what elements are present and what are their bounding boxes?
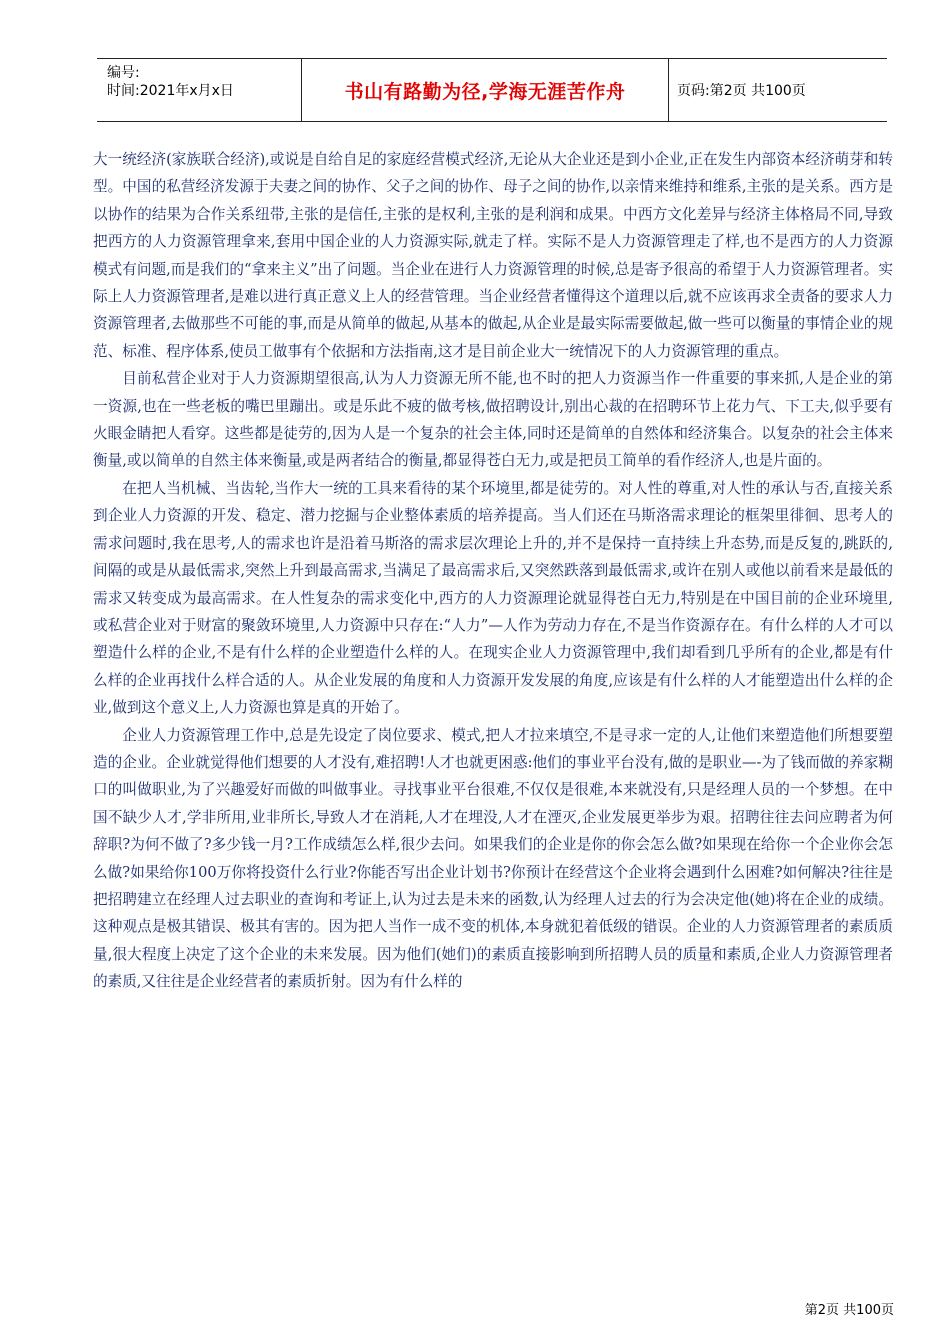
footer-page-number: 第2页 共100页 [804, 1303, 894, 1318]
header-page-cell [669, 59, 887, 121]
header-motto: 书山有路勤为径,学海无涯苦作舟 [344, 80, 626, 103]
page-footer [805, 1299, 894, 1318]
document-body [93, 146, 893, 996]
header-page-number: 页码:第2页 共100页 [677, 83, 806, 99]
header-motto-cell [301, 59, 669, 121]
document-number-label: 编号: [107, 65, 140, 81]
body-paragraph-4: 企业人力资源管理工作中,总是先设定了岗位要求、模式,把人才拉来填空,不是寻求一定的人,让他们来塑造他们所想要塑造的企业。企业就觉得他们想要的人才没有,难招聘!人才也就更困惑:他们的事业平台没有,做的是职业—-为了钱而做的养家糊口的叫做职业,为了兴趣爱好而做的叫做事业。寻找事业平台很难,不仅仅是很难,本来就没有,只是经理人员的一个梦想。在中国不缺少人才,学非所用,业非所长,导致人才在消耗,人才在埋没,人才在湮灭,企业发展更举步为艰。招聘往往去问应聘者为何辞职?为何不做了?多少钱一月?工作成绩怎么样,很少去问。如果我们的企业是你的你会怎么做?如果现在给你一个企业你会怎么做?如果给你100万你将投资什么行业?你能否写出企业计划书?你预计在经营这个企业将会遇到什么困难?如何解决?往往是把招聘建立在经理人过去职业的查询和考证上,认为过去是未来的函数,认为经理人过去的行为会决定他(她)将在企业的成绩。这种观点是极其错误、极其有害的。因为把人当作一成不变的机体,本身就犯着低级的错误。企业的人力资源管理者的素质质量,很大程度上决定了这个企业的未来发展。因为他们(她们)的素质直接影响到所招聘人员的质量和素质,企业人力资源管理者的素质,又往往是企业经营者的素质折射。因为有什么样的 [93, 726, 893, 991]
body-paragraph-3: 在把人当机械、当齿轮,当作大一统的工具来看待的某个环境里,都是徒劳的。对人性的尊重,对人性的承认与否,直接关系到企业人力资源的开发、稳定、潜力挖掘与企业整体素质的培养提高。当人们还在马斯洛需求理论的框架里徘徊、思考人的需求问题时,我在思考,人的需求也许是沿着马斯洛的需求层次理论上升的,并不是保持一直持续上升态势,而是反复的,跳跃的,间隔的或是从最低需求,突然上升到最高需求,当满足了最高需求后,又突然跌落到最低需求,或许在别人或他以前看来是最低的需求又转变成为最高需求。在人性复杂的需求变化中,西方的人力资源理论就显得苍白无力,特别是在中国目前的企业环境里,或私营企业对于财富的聚敛环境里,人力资源中只存在:“人力”—人作为劳动力存在,不是当作资源存在。有什么样的人才可以塑造什么样的企业,不是有什么样的企业塑造什么样的人。在现实企业人力资源管理中,我们却看到几乎所有的企业,都是有什么样的企业再找什么样合适的人。从企业发展的角度和人力资源开发发展的角度,应该是有什么样的人才能塑造出什么样的企业,做到这个意义上,人力资源也算是真的开始了。 [93, 479, 893, 717]
document-time-label: 时间:2021年x月x日 [107, 83, 234, 99]
body-paragraph-2: 目前私营企业对于人力资源期望很高,认为人力资源无所不能,也不时的把人力资源当作一件重要的事来抓,人是企业的第一资源,也在一些老板的嘴巴里蹦出。或是乐此不疲的做考核,做招聘设计,别出心裁的在招聘环节上花力气、下工夫,似乎要有火眼金睛把人看穿。这些都是徒劳的,因为人是一个复杂的社会主体,同时还是简单的自然体和经济集合。以复杂的社会主体来衡量,或以简单的自然主体来衡量,或是两者结合的衡量,都显得苍白无力,或是把员工简单的看作经济人,也是片面的。 [93, 370, 893, 470]
page-header [97, 58, 887, 122]
header-meta [97, 59, 301, 121]
body-paragraph-1: 大一统经济(家族联合经济),或说是自给自足的家庭经营模式经济,无论从大企业还是到小企业,正在发生内部资本经济萌芽和转型。中国的私营经济发源于夫妻之间的协作、父子之间的协作、母子之间的协作,以亲情来维持和维系,主张的是关系。西方是以协作的结果为合作关系纽带,主张的是信任,主张的是权利,主张的是利润和成果。中西方文化差异与经济主体格局不同,导致把西方的人力资源管理拿来,套用中国企业的人力资源实际,就走了样。实际不是人力资源管理走了样,也不是西方的人力资源模式有问题,而是我们的“拿来主义”出了问题。当企业在进行人力资源管理的时候,总是寄予很高的希望于人力资源管理者。实际上人力资源管理者,是难以进行真正意义上人的经营管理。当企业经营者懂得这个道理以后,就不应该再求全责备的要求人力资源管理者,去做那些不可能的事,而是从简单的做起,从基本的做起,从企业是最实际需要做起,做一些可以衡量的事情企业的规范、标准、程序体系,使员工做事有个依据和方法指南,这才是目前企业大一统情况下的人力资源管理的重点。 [93, 151, 893, 360]
